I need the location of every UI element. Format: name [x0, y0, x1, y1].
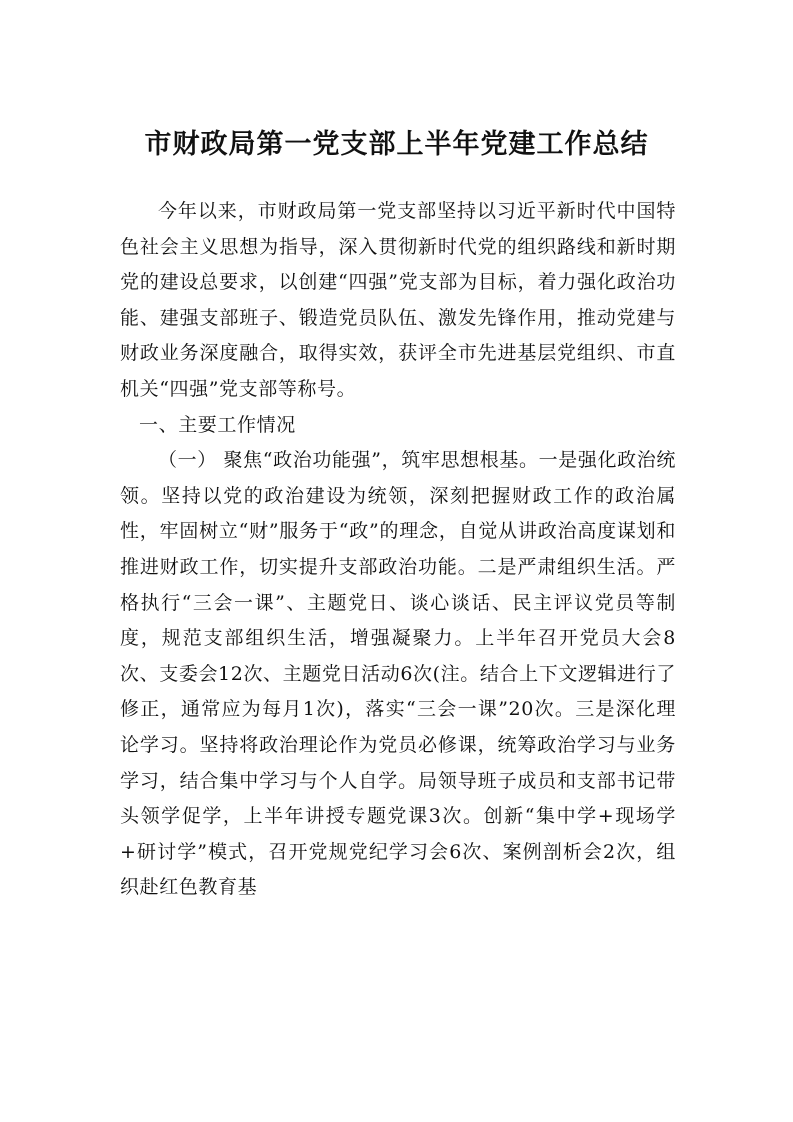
subsection-text: 聚焦“政治功能强”，筑牢思想根基。一是强化政治统领。坚持以党的政治建设为统领，深刻把握财政工作的政治属性，牢固树立“财”服务于“政”的理念，自觉从讲政治高度谋划和推进财政工作，切实提升支部政治功能。二是严肃组织生活。严格执行“三会一课”、主题党日、谈心谈话、民主评议党员等制度，规范支部组织生活，增强凝聚力。上半年召开党员大会8次、支委会12次、主题党日活动6次(注。结合上下文逻辑进行了修正，通常应为每月1次)，落实“三会一课”20次。三是深化理论学习。坚持将政治理论作为党员必修课，统筹政治学习与业务学习，结合集中学习与个人自学。局领导班子成员和支部书记带头领学促学，上半年讲授专题党课3次。创新“集中学+现场学+研讨学”模式，召开党规党纪学习会6次、案例剖析会2次，组织赴红色教育基 — [120, 449, 676, 899]
subsection-paragraph — [120, 443, 676, 906]
document-body — [120, 194, 676, 906]
document-title: 市财政局第一党支部上半年党建工作总结 — [144, 129, 649, 160]
section-heading: 一、主要工作情况 — [139, 413, 296, 436]
subsection-label: （一） — [158, 449, 217, 472]
intro-paragraph: 今年以来，市财政局第一党支部坚持以习近平新时代中国特色社会主义思想为指导，深入贯彻新时代党的组织路线和新时期党的建设总要求，以创建“四强”党支部为目标，着力强化政治功能、建强支部班子、锻造党员队伍、激发先锋作用，推动党建与财政业务深度融合，取得实效，获评全市先进基层党组织、市直机关“四强”党支部等称号。 — [120, 200, 676, 400]
